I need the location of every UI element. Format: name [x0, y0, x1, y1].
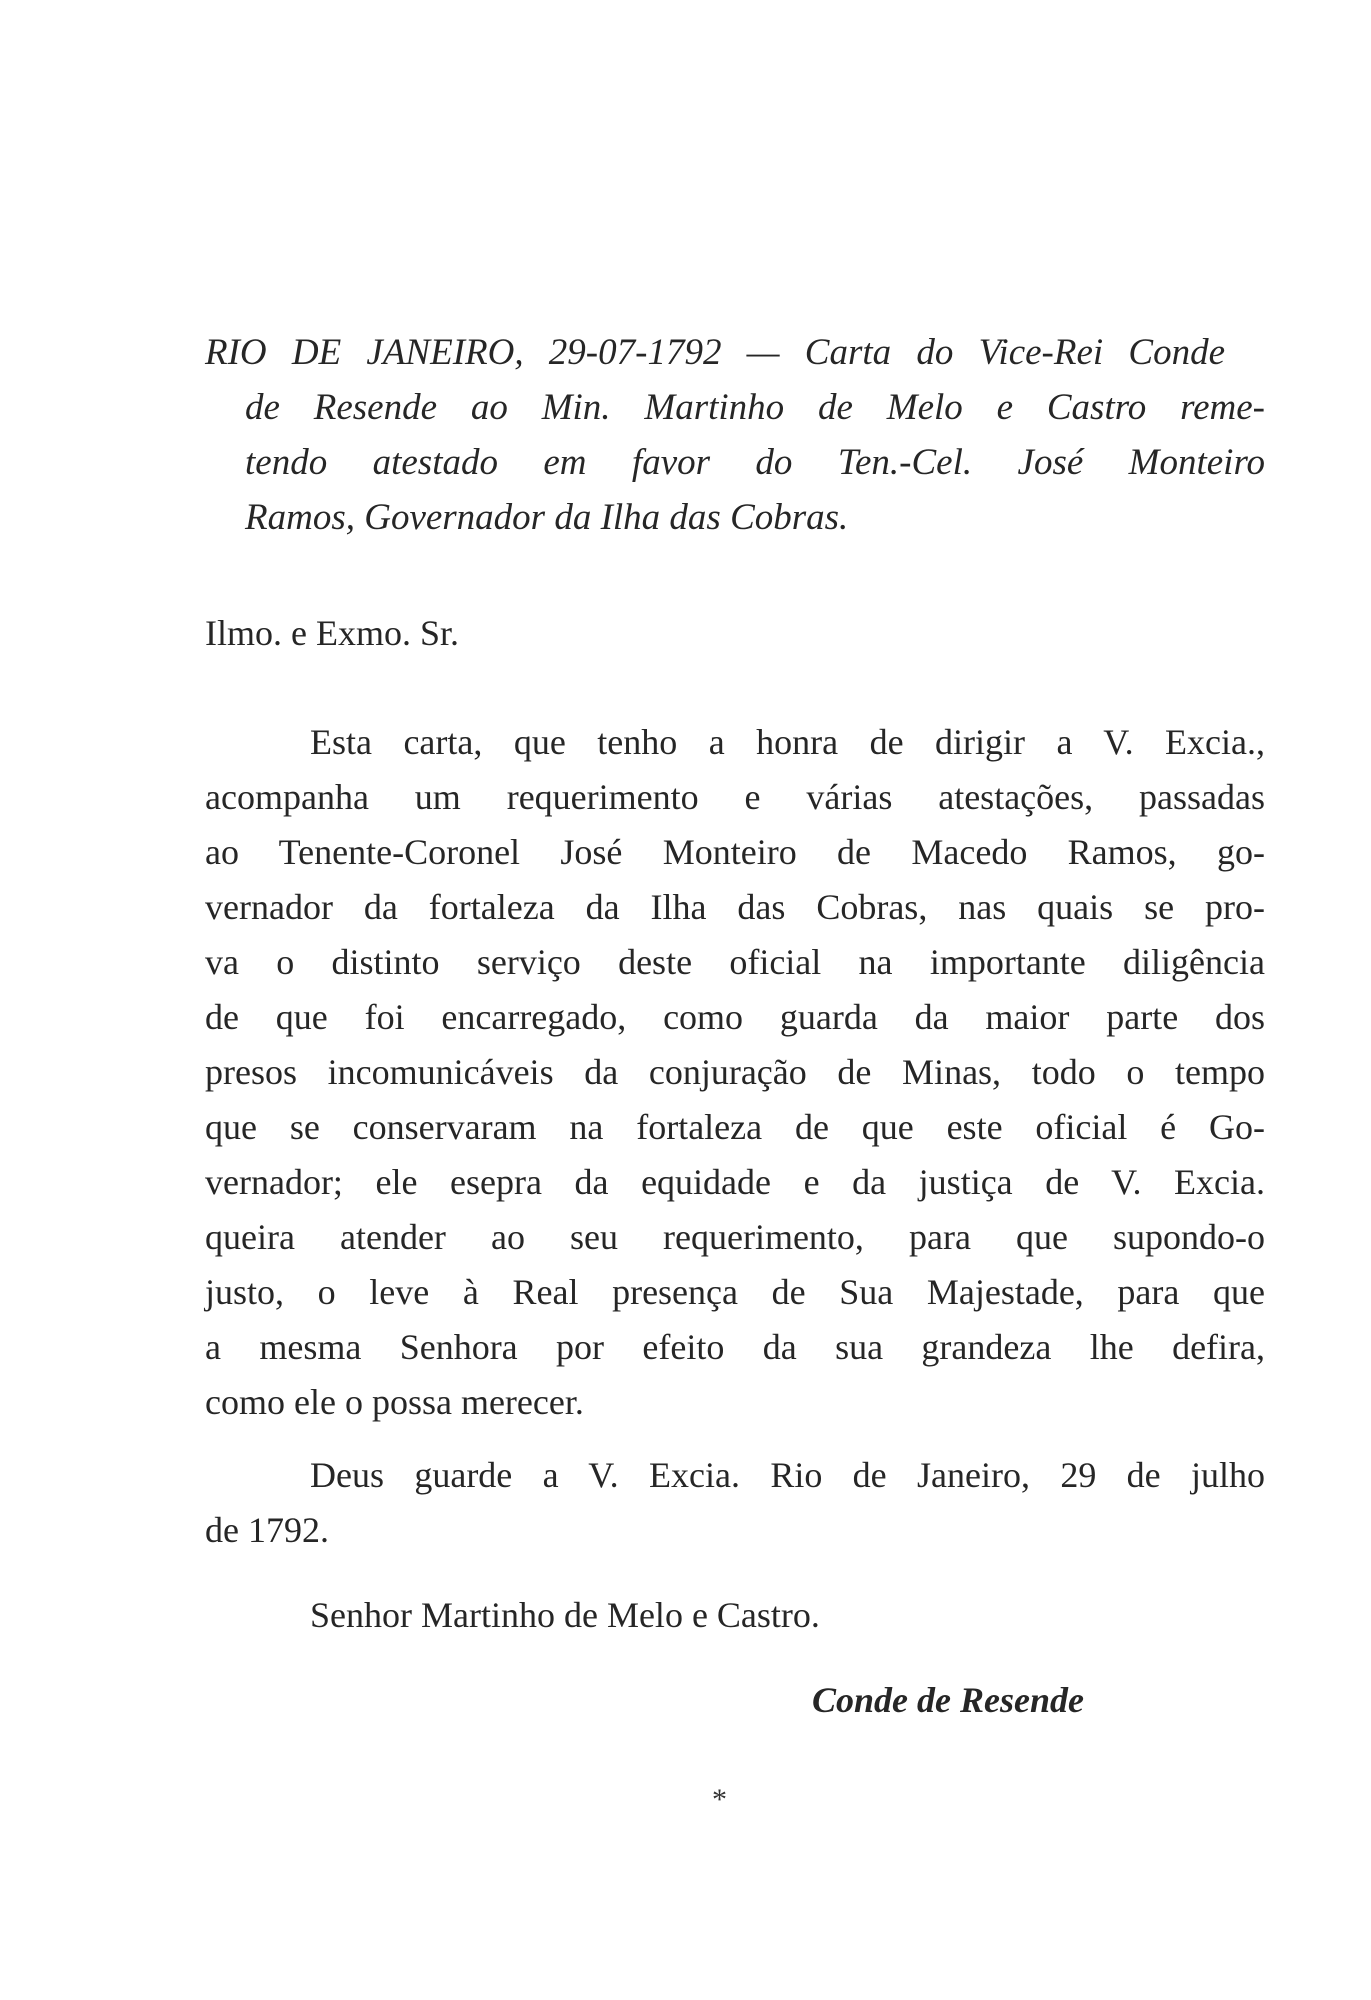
salutation: Ilmo. e Exmo. Sr.	[205, 613, 459, 653]
body-line: a mesma Senhora por efeito da sua grandeza lhe defira,	[205, 1327, 1265, 1367]
heading-line: de Resende ao Min. Martinho de Melo e Castro reme-	[245, 387, 1265, 428]
body-line: vernador da fortaleza da Ilha das Cobras, nas quais se pro-	[205, 887, 1265, 927]
body-line: presos incomunicáveis da conjuração de Minas, todo o tempo	[205, 1052, 1265, 1092]
asterisk-ornament-icon: *	[712, 1783, 727, 1816]
body-line: de que foi encarregado, como guarda da maior parte dos	[205, 997, 1265, 1037]
closing-line: de 1792.	[205, 1510, 329, 1550]
body-line: justo, o leve à Real presença de Sua Majestade, para que	[205, 1272, 1265, 1312]
body-line: ao Tenente-Coronel José Monteiro de Macedo Ramos, go-	[205, 832, 1265, 872]
letter-closing	[205, 1448, 1265, 1558]
body-line: vernador; ele esepra da equidade e da justiça de V. Excia.	[205, 1162, 1265, 1202]
heading-line: tendo atestado em favor do Ten.-Cel. José Monteiro	[245, 442, 1265, 483]
body-line: va o distinto serviço deste oficial na importante diligência	[205, 942, 1265, 982]
signature: Conde de Resende	[812, 1680, 1084, 1720]
closing-line: Deus guarde a V. Excia. Rio de Janeiro, 29 de julho	[310, 1455, 1265, 1495]
body-line: que se conservaram na fortaleza de que este oficial é Go-	[205, 1107, 1265, 1147]
body-line: Esta carta, que tenho a honra de dirigir a V. Excia.,	[310, 722, 1265, 762]
heading-line: Ramos, Governador da Ilha das Cobras.	[245, 497, 849, 538]
body-line: como ele o possa merecer.	[205, 1382, 584, 1422]
body-line: acompanha um requerimento e várias atestações, passadas	[205, 777, 1265, 817]
letter-body	[205, 715, 1265, 1430]
body-line: queira atender ao seu requerimento, para que supondo-o	[205, 1217, 1265, 1257]
heading-line: RIO DE JANEIRO, 29-07-1792 — Carta do Vice-Rei Conde	[205, 332, 1225, 373]
letter-heading	[205, 325, 1265, 545]
addressee: Senhor Martinho de Melo e Castro.	[310, 1595, 820, 1635]
